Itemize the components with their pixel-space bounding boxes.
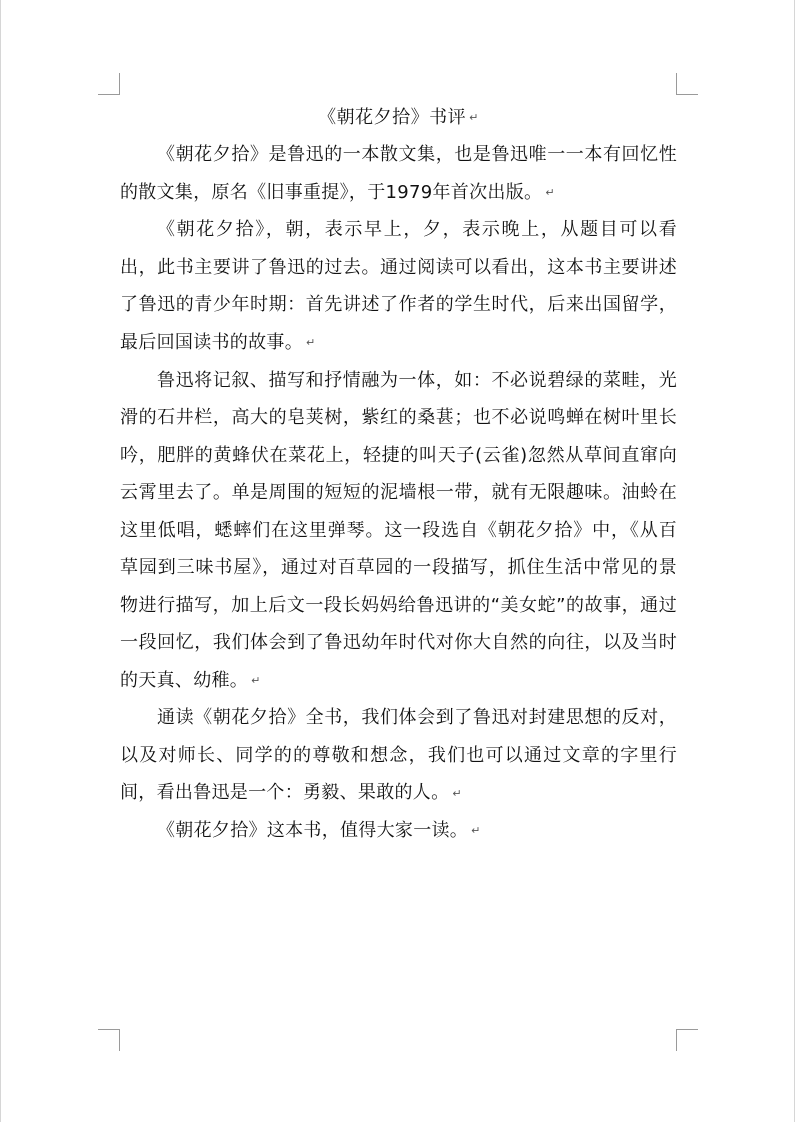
paragraph-4-text: 通读《朝花夕拾》全书，我们体会到了鲁迅对封建思想的反对，以及对师长、同学的的尊敬和想念，我们也可以通过文章的字里行间，看出鲁迅是一个：勇毅、果敢的人。	[120, 707, 677, 804]
paragraph-mark-icon: ↵	[471, 824, 481, 838]
crop-mark-bottom-left	[98, 1029, 120, 1051]
paragraph-5	[120, 812, 677, 850]
paragraph-1-text: 《朝花夕拾》是鲁迅的一本散文集，也是鲁迅唯一一本有回忆性的散文集，原名《旧事重提》，于1979年首次出版。	[120, 144, 677, 203]
paragraph-1	[120, 136, 677, 211]
paragraph-3	[120, 362, 677, 700]
paragraph-2-text: 《朝花夕拾》，朝，表示早上，夕，表示晚上，从题目可以看出，此书主要讲了鲁迅的过去。通过阅读可以看出，这本书主要讲述了鲁迅的青少年时期：首先讲述了作者的学生时代，后来出国留学，最后回国读书的故事。	[120, 219, 677, 353]
document-title-text: 《朝花夕拾》书评	[318, 107, 467, 128]
document-title	[120, 100, 677, 136]
paragraph-mark-icon: ↵	[306, 336, 316, 349]
paragraph-5-text: 《朝花夕拾》这本书，值得大家一读。	[157, 820, 469, 841]
paragraph-mark-icon: ↵	[469, 111, 479, 124]
paragraph-4	[120, 699, 677, 812]
paragraph-3-text: 鲁迅将记叙、描写和抒情融为一体，如：不必说碧绿的菜畦，光滑的石井栏，高大的皂荚树，紫红的桑葚；也不必说鸣蝉在树叶里长吟，肥胖的黄蜂伏在菜花上，轻捷的叫天子(云雀)忽然从草间直窜向云霄里去了。单是周围的短短的泥墙根一带，就有无限趣味。油蛉在这里低唱，蟋蟀们在这里弹琴。这一段选自《朝花夕拾》中，《从百草园到三味书屋》，通过对百草园的一段描写，抓住生活中常见的景物进行描写，加上后文一段长妈妈给鲁迅讲的“美女蛇”的故事，通过一段回忆，我们体会到了鲁迅幼年时代对你大自然的向往，以及当时的天真、幼稚。	[120, 369, 677, 691]
paragraph-mark-icon: ↵	[251, 673, 261, 687]
paragraph-2	[120, 211, 677, 361]
paragraph-mark-icon: ↵	[545, 185, 555, 199]
paragraph-mark-icon: ↵	[452, 786, 462, 800]
document-body[interactable]	[120, 100, 677, 850]
crop-mark-top-left	[98, 73, 120, 95]
crop-mark-bottom-right	[676, 1029, 698, 1051]
crop-mark-top-right	[676, 73, 698, 95]
